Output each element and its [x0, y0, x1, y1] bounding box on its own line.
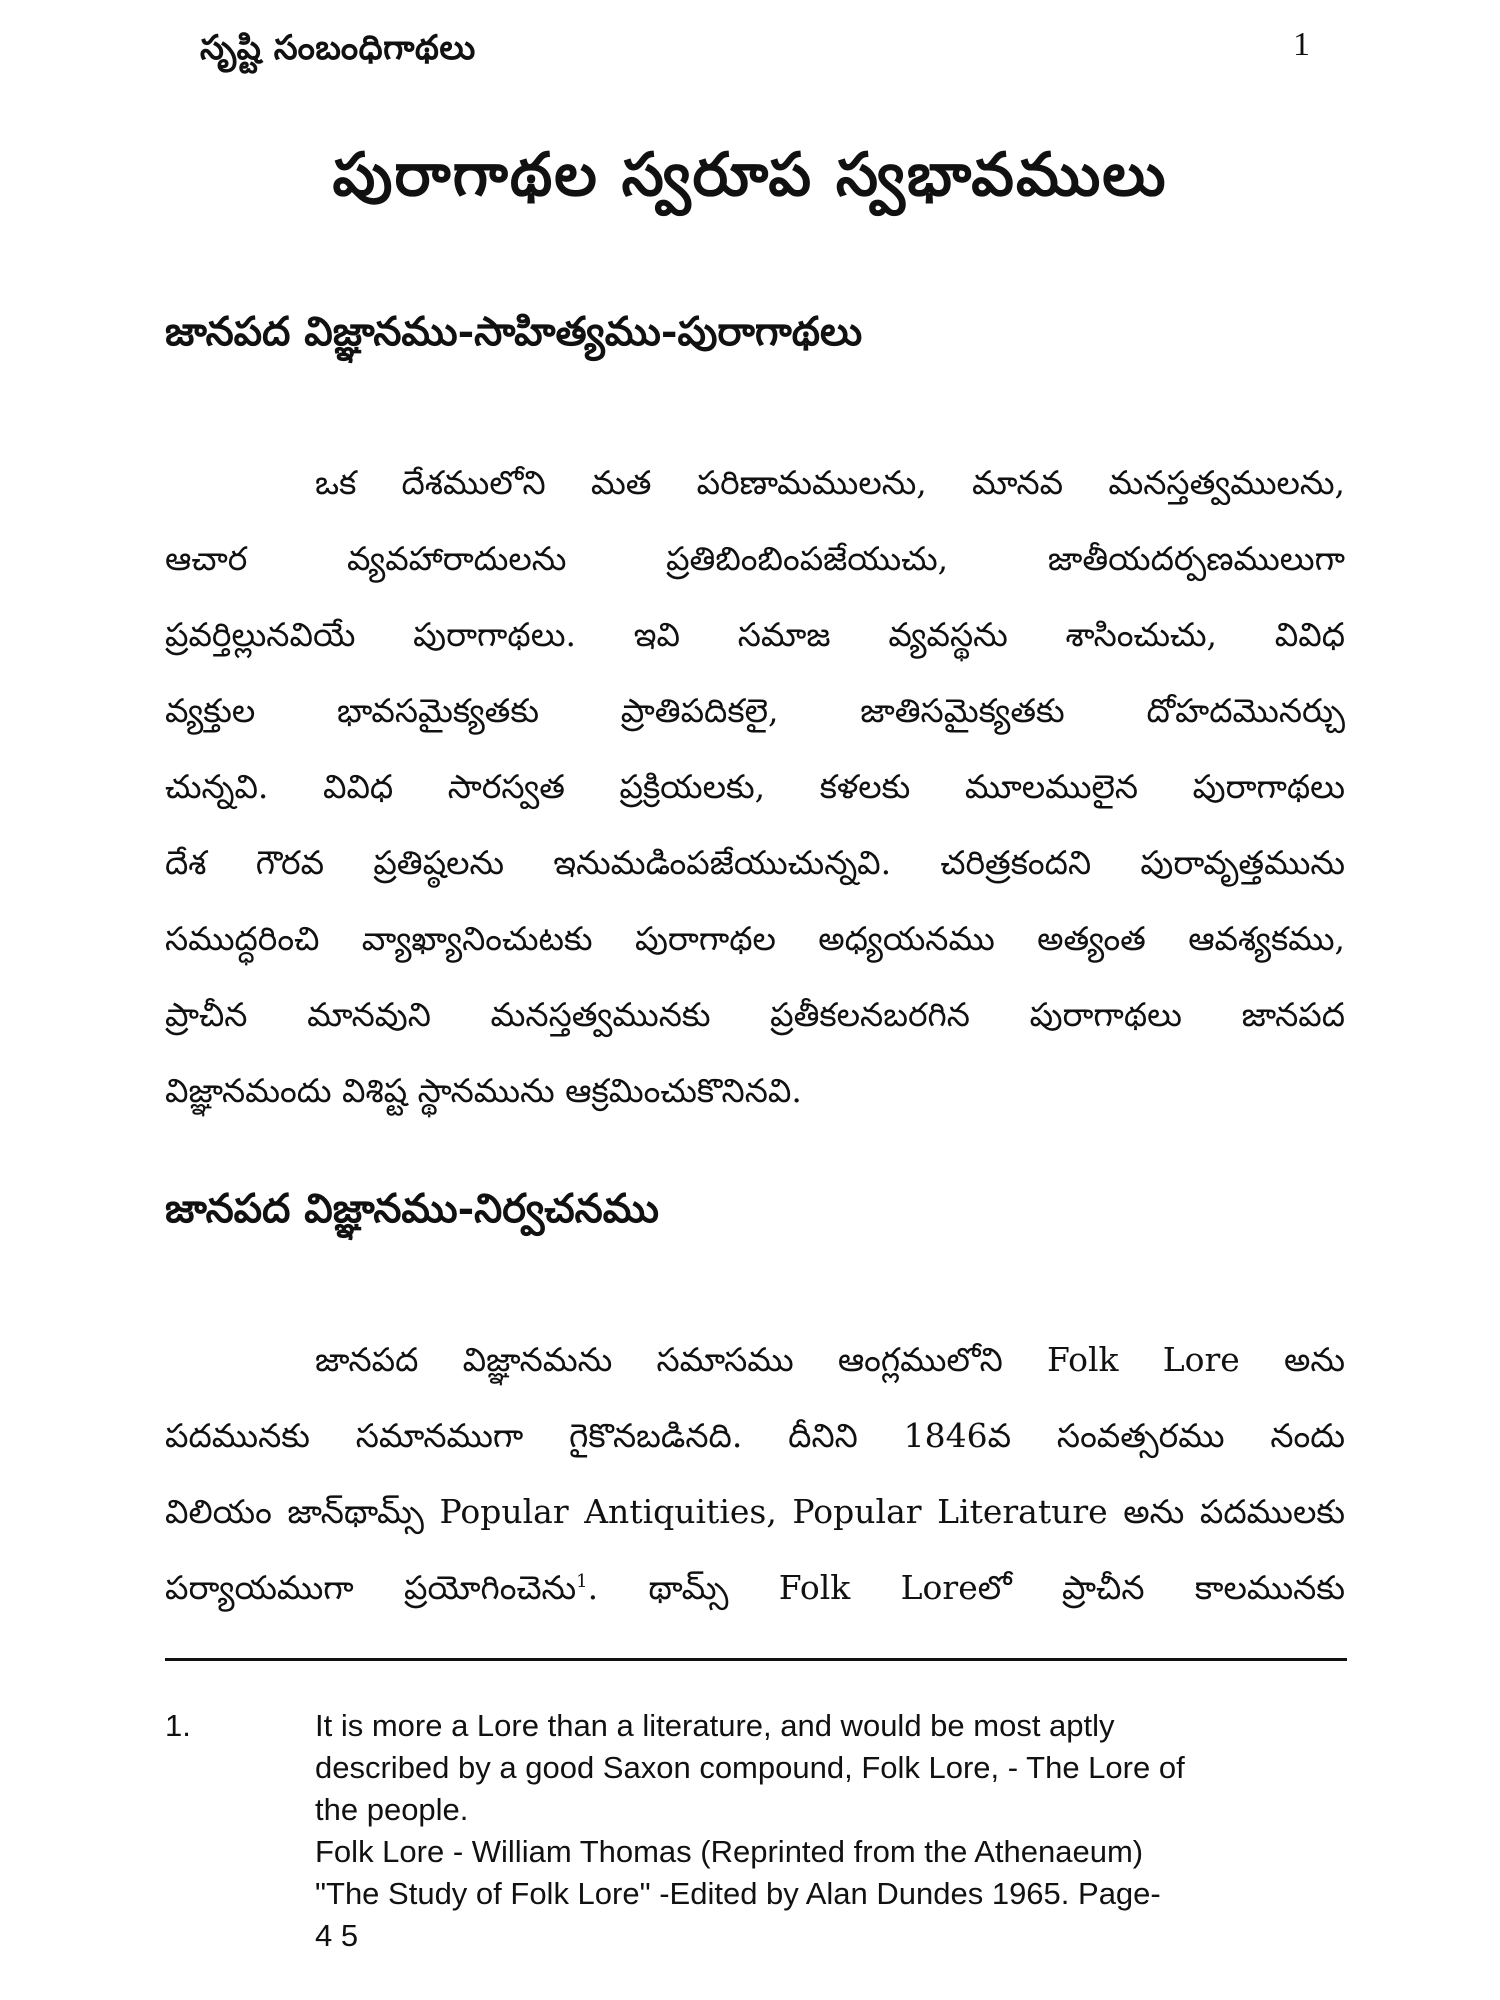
- chapter-title: పురాగాథల స్వరూప స్వభావములు: [332, 140, 1168, 210]
- footnote-line: described by a good Saxon compound, Folk Lore, - The Lore of: [315, 1750, 1185, 1785]
- line-text: పర్యాయముగా ప్రయోగించెను: [165, 1568, 577, 1607]
- paragraph-intro: [165, 445, 1345, 1129]
- paragraph-line: ప్రాచీన మానవుని మనస్తత్వమునకు ప్రతీకలనబరగిన పురాగాథలు జానపద: [165, 995, 1345, 1034]
- paragraph-line: చున్నవి. వివిధ సారస్వత ప్రక్రియలకు, కళలకు మూలములైన పురాగాథలు: [165, 767, 1345, 806]
- footnote-number: 1.: [165, 1708, 191, 1743]
- paragraph-line: ఆచార వ్యవహారాదులను ప్రతిబింబింపజేయుచు, జాతీయదర్పణములుగా: [165, 539, 1345, 578]
- footnote-line: "The Study of Folk Lore" -Edited by Alan Dundes 1965. Page-: [315, 1876, 1161, 1911]
- footnote-body: [315, 1705, 1347, 1957]
- paragraph-line: దేశ గౌరవ ప్రతిష్ఠలను ఇనుమడింపజేయుచున్నవి. చరిత్రకందని పురావృత్తమును: [165, 843, 1345, 882]
- paragraph-line: విలియం జాన్‌థామ్స్ Popular Antiquities, Popular Literature అను పదములకు: [165, 1492, 1345, 1531]
- running-header: సృష్టి సంబంధిగాథలు: [200, 28, 476, 68]
- paragraph-line: విజ్ఞానమందు విశిష్ట స్థానమును ఆక్రమించుకొనినవి.: [165, 1071, 802, 1110]
- section-heading-folklore-literature: జానపద విజ్ఞానము-సాహిత్యము-పురాగాథలు: [165, 308, 863, 355]
- footnote-line: Folk Lore - William Thomas (Reprinted from the Athenaeum): [315, 1834, 1144, 1869]
- footnote-reference: 1: [576, 1571, 588, 1592]
- paragraph-line: సముద్ధరించి వ్యాఖ్యానించుటకు పురాగాథల అధ్యయనము అత్యంత ఆవశ్యకము,: [165, 919, 1345, 958]
- paragraph-line-with-footnote-ref: [165, 1550, 1345, 1626]
- footnote-line: 4 5: [315, 1918, 359, 1953]
- paragraph-definition: [165, 1322, 1345, 1626]
- paragraph-line: వ్యక్తుల భావసమైక్యతకు ప్రాతిపదికలై, జాతిసమైక్యతకు దోహదమొనర్చు: [165, 691, 1345, 730]
- paragraph-line: పదమునకు సమానముగా గైకొనబడినది. దీనిని 1846వ సంవత్సరము నందు: [165, 1416, 1345, 1455]
- page-number: 1: [1293, 26, 1310, 63]
- line-text: . థామ్స్ Folk Loreలో ప్రాచీన కాలమునకు: [587, 1568, 1345, 1607]
- paragraph-line: ఒక దేశములోని మత పరిణామములను, మానవ మనస్తత్వములను,: [315, 463, 1345, 502]
- section-heading-folklore-definition: జానపద విజ్ఞానము-నిర్వచనము: [165, 1185, 659, 1232]
- footnote-line: the people.: [315, 1792, 469, 1827]
- footnote-line: It is more a Lore than a literature, and would be most aptly: [315, 1708, 1115, 1743]
- footnote-divider: [165, 1658, 1347, 1661]
- paragraph-line: ప్రవర్తిల్లునవియే పురాగాథలు. ఇవి సమాజ వ్యవస్థను శాసించుచు, వివిధ: [165, 615, 1345, 654]
- paragraph-line: జానపద విజ్ఞానమను సమాసము ఆంగ్లములోని Folk Lore అను: [315, 1340, 1345, 1379]
